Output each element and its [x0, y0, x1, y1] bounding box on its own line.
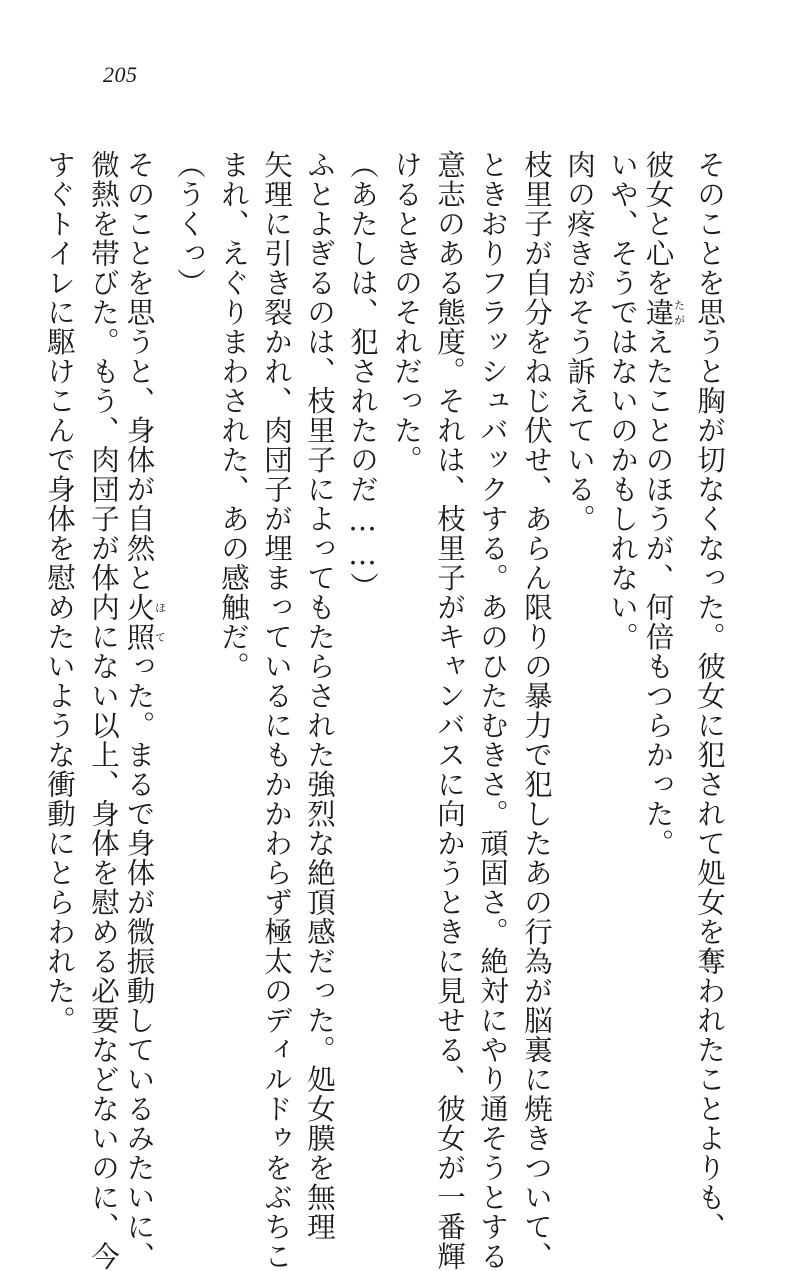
text-line [472, 150, 512, 1160]
text-line-body: 枝里子が自分をねじ伏せ、あらん限りの暴力で犯したあの行為が脳裏に焼きついて、 [520, 150, 553, 1271]
text-line [83, 150, 123, 1160]
text-line-body: 微熱を帯びた。もう、肉団子が体内にない以上、身体を慰める必要などないのに、今 [87, 150, 120, 1271]
ruby-word [642, 298, 675, 328]
text-line [299, 150, 339, 1160]
text-line-body: ふとよぎるのは、枝里子によってもたらされた強烈な絶頂感だった。処女膜を無理 [303, 150, 336, 1242]
ruby-reading: たが [673, 298, 686, 328]
text-line [256, 150, 296, 1160]
text-line-body: いや、そうではないのかもしれない。 [606, 150, 639, 652]
text-line [602, 150, 642, 1160]
text-line [645, 150, 685, 1160]
text-line-body: そのことを思うと、身体が自然と [123, 150, 156, 593]
ruby-word [123, 593, 156, 652]
text-line [213, 150, 253, 1160]
ruby-base: 火照 [123, 593, 156, 652]
text-line-body: えたことのほうが、何倍もつらかった。 [642, 327, 675, 858]
ruby-base: 違 [642, 298, 675, 328]
text-line-body: った。まるで身体が微振動しているみたいに、 [123, 652, 156, 1271]
text-line [429, 150, 469, 1160]
text-line [39, 150, 79, 1160]
text-line [169, 150, 209, 1160]
text-line-body: そのことを思うと胸が切なくなった。彼女に犯されて処女を奪われたことよりも、 [693, 150, 726, 1242]
text-line [559, 150, 599, 1160]
ruby-reading: ほて [154, 593, 167, 652]
text-line [689, 150, 729, 1160]
text-line [386, 150, 426, 1160]
page-number: 205 [103, 62, 138, 88]
text-line-body: 矢理に引き裂かれ、肉団子が埋まっているにもかかわらず極太のディルドゥをぶちこ [260, 150, 293, 1271]
text-line-body: まれ、えぐりまわされた、あの感触だ。 [217, 150, 250, 681]
text-line-body: ときおりフラッシュバックする。あのひたむきさ。頑固さ。絶対にやり通そうとする [476, 150, 509, 1271]
text-line [126, 150, 166, 1160]
text-line-body: 意志のある態度。それは、枝里子がキャンバスに向かうときに見せる、彼女が一番輝 [433, 150, 466, 1271]
text-line-body: けるときのそれだった。 [390, 150, 423, 475]
text-line [516, 150, 556, 1160]
text-line-body: すぐトイレに駆けこんで身体を慰めたいような衝動にとらわれた。 [43, 150, 76, 1035]
text-line-body: 彼女と心を [642, 150, 675, 298]
text-line-body: （あたしは、犯されたのだ……） [346, 150, 379, 602]
text-line [342, 150, 382, 1160]
text-line-body: 肉の疼きがそう訴えている。 [563, 150, 596, 534]
text-line-body: （うくっ） [173, 150, 206, 298]
